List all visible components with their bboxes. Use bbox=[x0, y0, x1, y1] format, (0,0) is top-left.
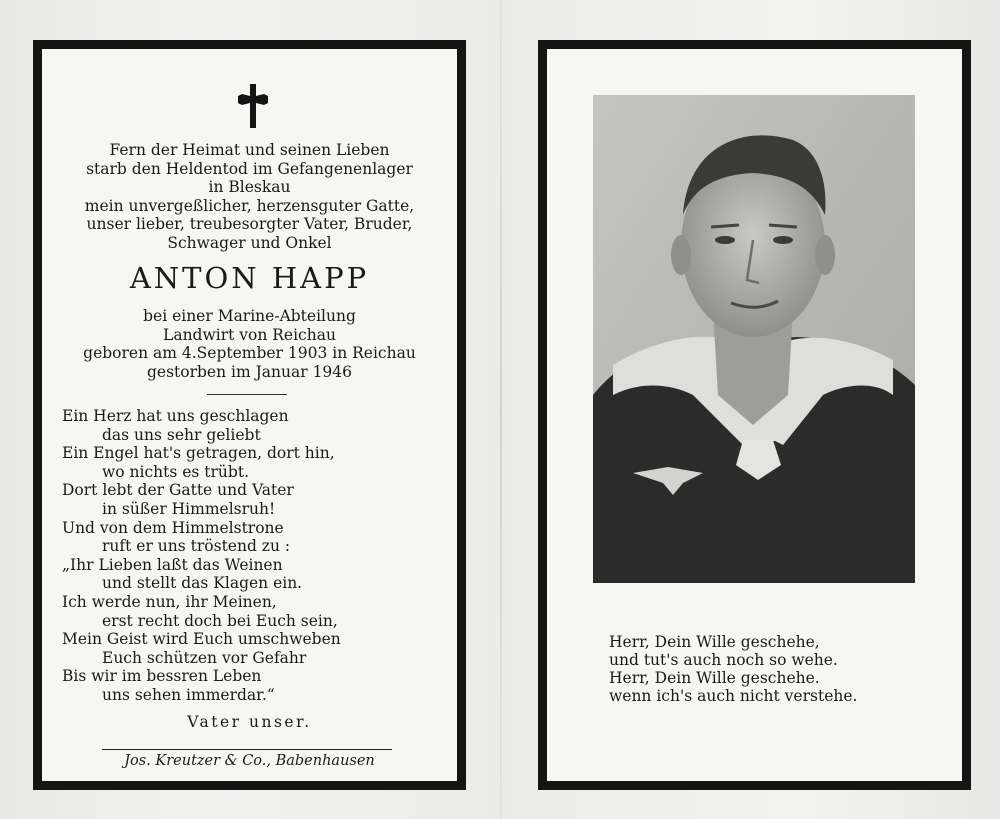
printer-divider bbox=[102, 749, 392, 750]
poem-line: ruft er uns tröstend zu : bbox=[102, 537, 291, 556]
deceased-name: ANTON HAPP bbox=[129, 261, 370, 295]
detail-line: Landwirt von Reichau bbox=[163, 325, 336, 344]
poem-line: Mein Geist wird Euch umschweben bbox=[62, 630, 341, 649]
verse-line: und tut's auch noch so wehe. bbox=[609, 651, 838, 669]
prayer-line: Vater unser. bbox=[187, 713, 312, 731]
intro-line: mein unvergeßlicher, herzensguter Gatte, bbox=[84, 196, 415, 215]
verse-text bbox=[609, 633, 949, 705]
poem-line: Ich werde nun, ihr Meinen, bbox=[62, 592, 277, 611]
poem-line: in süßer Himmelsruh! bbox=[102, 499, 276, 518]
poem-line: Dort lebt der Gatte und Vater bbox=[62, 481, 294, 500]
detail-line: bei einer Marine-Abteilung bbox=[143, 307, 356, 325]
detail-line: gestorben im Januar 1946 bbox=[146, 362, 353, 381]
divider bbox=[207, 394, 287, 395]
poem-line: „Ihr Lieben laßt das Weinen bbox=[62, 555, 283, 574]
portrait-photo bbox=[593, 95, 915, 583]
verse-line: Herr, Dein Wille geschehe, bbox=[609, 633, 820, 651]
intro-line: unser lieber, treubesorgter Vater, Bruder, bbox=[86, 215, 413, 234]
sailor-portrait bbox=[593, 95, 915, 583]
poem-line: Bis wir im bessren Leben bbox=[62, 667, 262, 686]
verse-line: wenn ich's auch nicht verstehe. bbox=[609, 687, 858, 705]
detail-line: geboren am 4.September 1903 in Reichau bbox=[83, 344, 416, 362]
poem-line: Und von dem Himmelstrone bbox=[62, 518, 284, 537]
poem-line: Ein Engel hat's getragen, dort hin, bbox=[62, 444, 335, 463]
intro-line: starb den Heldentod im Gefangenenlager bbox=[86, 159, 413, 178]
memorial-poem bbox=[62, 407, 447, 705]
printer-imprint: Jos. Kreutzer & Co., Babenhausen bbox=[124, 753, 375, 769]
intro-line: Schwager und Onkel bbox=[167, 233, 332, 252]
cross-icon bbox=[238, 84, 268, 128]
verse-line: Herr, Dein Wille geschehe. bbox=[609, 669, 820, 687]
obituary-panel bbox=[33, 40, 466, 790]
poem-line: das uns sehr geliebt bbox=[102, 425, 261, 444]
intro-text bbox=[42, 141, 457, 253]
life-details bbox=[42, 307, 457, 381]
poem-line: Ein Herz hat uns geschlagen bbox=[62, 407, 289, 425]
poem-line: und stellt das Klagen ein. bbox=[102, 574, 303, 593]
poem-line: Euch schützen vor Gefahr bbox=[102, 648, 307, 667]
portrait-panel bbox=[538, 40, 971, 790]
center-fold bbox=[500, 0, 502, 819]
intro-line: Fern der Heimat und seinen Lieben bbox=[109, 141, 390, 159]
poem-line: erst recht doch bei Euch sein, bbox=[102, 611, 338, 630]
poem-line: uns sehen immerdar.“ bbox=[102, 685, 275, 704]
poem-line: wo nichts es trübt. bbox=[102, 462, 249, 481]
intro-line: in Bleskau bbox=[208, 178, 291, 197]
